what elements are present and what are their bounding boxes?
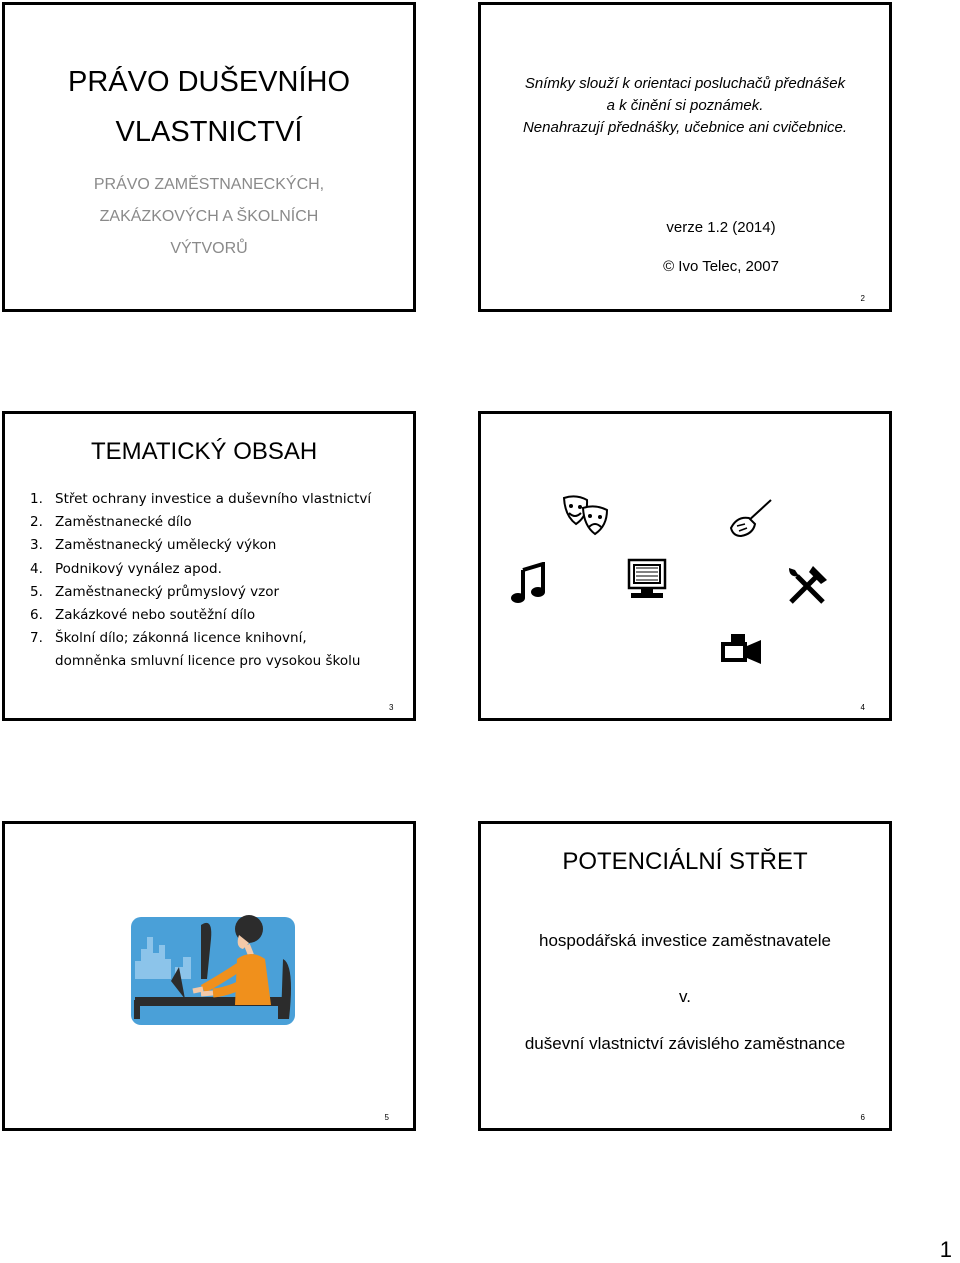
item-text: Školní dílo; zákonná licence knihovní, [55, 630, 307, 647]
slide-1 [2, 2, 416, 312]
slide-4 [478, 411, 892, 721]
woman-at-computer-illustration [131, 909, 297, 1029]
slide-title: POTENCIÁLNÍ STŘET [562, 848, 808, 875]
item-text: Zaměstnanecký umělecký výkon [55, 537, 277, 554]
employee-property-text: duševní vlastnictví závislého zaměstnance [524, 1034, 846, 1053]
item-text: Střet ochrany investice a duševního vlastnictví [55, 491, 372, 507]
item-number: 2. [30, 514, 43, 531]
slide-number: 4 [860, 703, 865, 712]
slide-2 [478, 2, 892, 312]
subtitle-line-3: VÝTVORŮ [170, 240, 248, 257]
list-item [30, 534, 371, 557]
slide-number: 2 [860, 294, 865, 303]
slide-5 [2, 821, 416, 1131]
tools-icon [785, 562, 829, 606]
list-item [30, 511, 371, 534]
copyright-text: © Ivo Telec, 2007 [663, 258, 779, 275]
writing-hand-icon [727, 498, 773, 538]
list-item [30, 627, 371, 673]
topic-list [5, 488, 371, 674]
subtitle-line-1: PRÁVO ZAMĚSTNANECKÝCH, [93, 176, 325, 193]
slide-note [481, 73, 889, 139]
item-number: 4. [30, 560, 43, 577]
slide-3 [2, 411, 416, 721]
title-line-2: VLASTNICTVÍ [115, 116, 303, 148]
item-number: 3. [30, 537, 43, 554]
music-note-icon [511, 562, 547, 604]
list-item [30, 488, 371, 511]
page-number: 1 [939, 1237, 952, 1262]
slide-6 [478, 821, 892, 1131]
slide-number: 6 [860, 1113, 865, 1122]
subtitle-line-2: ZAKÁZKOVÝCH A ŠKOLNÍCH [99, 208, 319, 225]
item-number: 1. [30, 491, 43, 507]
note-line-2: a k činění si poznámek. [606, 97, 764, 114]
item-number: 5. [30, 583, 43, 600]
employer-investice-text: hospodářská investice zaměstnavatele [539, 931, 831, 950]
item-text: Podnikový vynález apod. [55, 560, 222, 577]
item-number: 7. [30, 630, 43, 647]
computer-icon [627, 558, 667, 600]
slide-subtitle [5, 169, 413, 265]
note-line-3: Nenahrazují přednášky, učebnice ani cvičebnice. [522, 119, 848, 136]
versus-text: v. [679, 987, 691, 1006]
slide-number: 3 [389, 703, 394, 712]
list-item [30, 558, 371, 581]
version-text: verze 1.2 (2014) [666, 219, 776, 236]
list-item [30, 581, 371, 604]
item-text-continued: domněnka smluvní licence pro vysokou školu [55, 653, 361, 670]
note-line-1: Snímky slouží k orientaci posluchačů přednášek [524, 75, 846, 92]
video-camera-icon [719, 632, 763, 666]
slide-number: 5 [384, 1113, 389, 1122]
item-text: Zaměstnanecké dílo [55, 514, 192, 531]
item-number: 6. [30, 607, 43, 624]
list-item [30, 604, 371, 627]
title-line-1: PRÁVO DUŠEVNÍHO [68, 66, 350, 98]
slide-title [5, 57, 413, 157]
item-text: Zakázkové nebo soutěžní dílo [55, 607, 256, 624]
item-text: Zaměstnanecký průmyslový vzor [55, 583, 280, 600]
theater-masks-icon [561, 494, 611, 536]
slide-title: TEMATICKÝ OBSAH [91, 438, 318, 465]
